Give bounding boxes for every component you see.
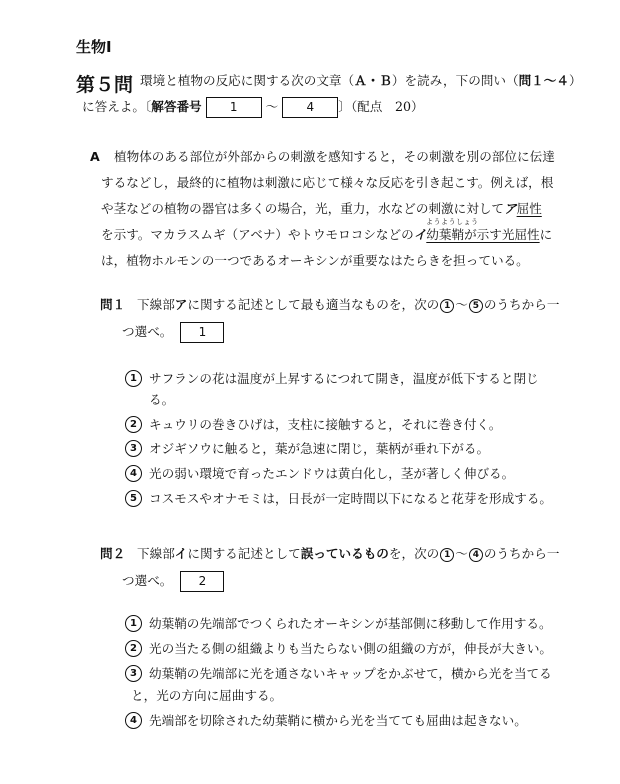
q1-stem-line2 (122, 322, 224, 343)
intro-text-4: に答えよ。〔 (82, 99, 152, 114)
q2-option-2-text: 光の当たる側の組織よりも当たらない側の組織の方が，伸長が大きい。 (149, 641, 552, 656)
q1-option-4-number: 4 (125, 465, 142, 482)
q1-stem-1: 下線部 (137, 297, 175, 312)
intro-ab: Ａ・Ｂ (354, 73, 392, 88)
intro-text-1: 環境と植物の反応に関する次の文章（ (140, 73, 355, 88)
q2-label: 問２ (100, 546, 126, 561)
q1-option-2-number: 2 (125, 416, 142, 433)
q2-option-3-text-cont: と，光の方向に屈曲する。 (131, 688, 283, 703)
q1-option-4-text: 光の弱い環境で育ったエンドウは黄白化し，茎が著しく伸びる。 (149, 466, 515, 481)
q1-stem-line1 (137, 296, 559, 314)
underline-mark-a: ア (504, 201, 517, 216)
q1-range-end: 5 (469, 299, 483, 313)
answer-number-label: 解答番号 (151, 99, 202, 114)
intro-text-3: ） (568, 73, 582, 88)
q1-answer-box: 1 (180, 322, 224, 343)
passage-line-1: 植物体のある部位が外部からの刺激を感知すると，その刺激を別の部位に伝達 (114, 149, 555, 164)
q2-option-1-text: 幼葉鞘の先端部でつくられたオーキシンが基部側に移動して作用する。 (149, 616, 552, 631)
q2-option-4-number: 4 (125, 712, 142, 729)
underlined-phototropism: 幼葉鞘が示す光屈性 (426, 227, 540, 242)
q2-stem-5: つ選べ。 (122, 573, 173, 588)
q2-stem-line1 (137, 545, 559, 563)
passage-line-4 (101, 226, 552, 244)
q1-stem-3: のうちから一 (483, 297, 560, 312)
question-intro-line1 (140, 72, 582, 90)
q2-range-start: 1 (440, 548, 454, 562)
intro-text-2: ）を読み，下の問い（ (391, 73, 519, 88)
q2-option-4-text: 先端部を切除された幼葉鞘に横から光を当てても屈曲は起きない。 (149, 713, 527, 728)
passage-label: A (90, 149, 100, 164)
intro-q: 問１～４ (518, 73, 569, 88)
q1-option-5-text: コスモスやオナモミは，日長が一定時間以下になると花芽を形成する。 (149, 491, 552, 506)
q1-stem-4: つ選べ。 (122, 324, 173, 339)
q1-stem-2: に関する記述として最も適当なものを，次の (187, 297, 440, 312)
tilde: ～ (265, 99, 279, 114)
q1-option-3-text: オジギソウに触ると，葉が急速に閉じ，葉柄が垂れ下がる。 (149, 441, 490, 456)
passage-line-3-text: や茎などの植物の器官は多くの場合，光，重力，水などの刺激に対して (101, 201, 504, 216)
passage-line-2: するなどし，最終的に植物は刺激に応じて様々な反応を引き起こす。例えば，根 (101, 175, 554, 190)
q1-range-sep: ～ (455, 297, 468, 312)
q1-option-1-text-cont: る。 (149, 392, 175, 407)
passage-line-5: は，植物ホルモンの一つであるオーキシンが重要なはたらきを担っている。 (101, 253, 529, 268)
q1-option-5-number: 5 (125, 490, 142, 507)
q2-option-3-text: 幼葉鞘の先端部に光を通さないキャップをかぶせて，横から光を当てる (149, 666, 552, 681)
q2-range-sep: ～ (455, 546, 468, 561)
q2-stem-1: 下線部 (137, 546, 175, 561)
passage-line-4-text: を示す。マカラスムギ（アベナ）やトウモロコシなどの (101, 227, 414, 242)
q2-stem-emphasis: 誤っているもの (300, 546, 389, 561)
points-text: 〕（配点 20） (338, 99, 424, 114)
q2-option-3-number: 3 (125, 665, 142, 682)
question-intro-line2 (82, 97, 424, 118)
q2-range-end: 4 (469, 548, 483, 562)
q2-stem-3: を，次の (388, 546, 440, 561)
q2-stem-2: に関する記述として (187, 546, 301, 561)
q2-stem-line2 (122, 571, 224, 592)
q1-stem-mark: ア (174, 297, 188, 312)
q1-range-start: 1 (440, 299, 454, 313)
passage-line-4-end: に (539, 227, 553, 242)
answer-box-start: 1 (206, 97, 262, 118)
furigana-youyoushou: ようようしょう (426, 218, 479, 226)
q1-option-2-text: キュウリの巻きひげは，支柱に接触すると，それに巻き付く。 (149, 417, 502, 432)
q1-option-1-number: 1 (125, 370, 142, 387)
q2-stem-4: のうちから一 (483, 546, 560, 561)
passage-line-3 (101, 200, 542, 218)
q2-answer-box: 2 (180, 571, 224, 592)
subject-title: 生物Ⅰ (76, 38, 112, 56)
underline-mark-i: イ (413, 227, 427, 242)
q2-option-1-number: 1 (125, 615, 142, 632)
q1-option-3-number: 3 (125, 440, 142, 457)
q2-stem-mark: イ (174, 546, 188, 561)
underlined-kussei: 屈性 (516, 201, 542, 216)
question-number: 第５問 (76, 74, 134, 96)
q1-label: 問１ (100, 297, 126, 312)
q2-option-2-number: 2 (125, 640, 142, 657)
q1-option-1-text: サフランの花は温度が上昇するにつれて開き，温度が低下すると閉じ (149, 371, 539, 386)
answer-box-end: 4 (282, 97, 338, 118)
